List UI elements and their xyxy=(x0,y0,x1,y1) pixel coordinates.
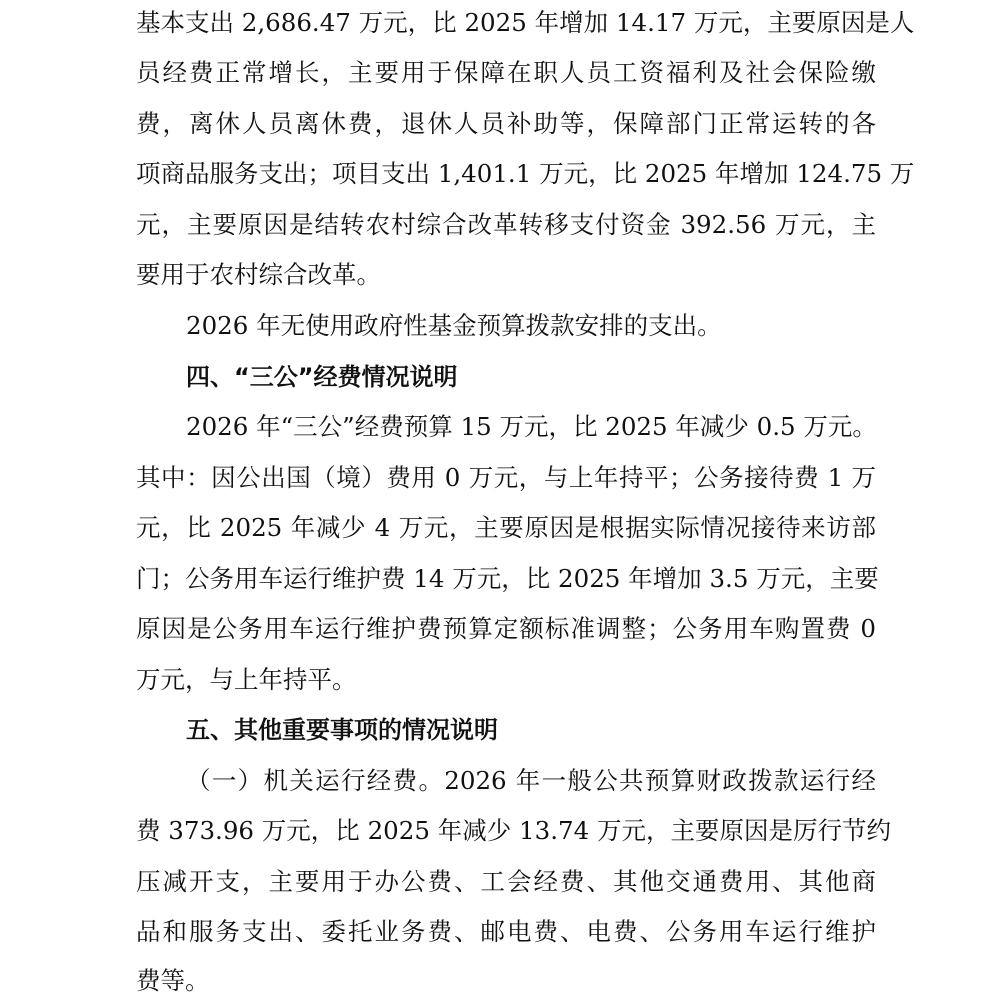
text-line: 费 373.96 万元，比 2025 年减少 13.74 万元，主要原因是厉行节约 xyxy=(136,816,891,845)
text-line: 压减开支，主要用于办公费、工会经费、其他交通费用、其他商 xyxy=(136,867,876,896)
text-line: 员经费正常增长，主要用于保障在职人员工资福利及社会保险缴 xyxy=(136,58,876,87)
section-heading: 四、“三公”经费情况说明 xyxy=(186,363,458,391)
text-line: 原因是公务用车运行维护费预算定额标准调整；公务用车购置费 0 xyxy=(136,614,876,643)
text-line: 要用于农村综合改革。 xyxy=(136,260,381,289)
text-line: 品和服务支出、委托业务费、邮电费、电费、公务用车运行维护 xyxy=(136,917,876,946)
text-line: 元，比 2025 年减少 4 万元，主要原因是根据实际情况接待来访部 xyxy=(136,513,876,542)
text-line: 其中：因公出国（境）费用 0 万元，与上年持平；公务接待费 1 万 xyxy=(136,463,876,492)
text-line: 费等。 xyxy=(136,966,210,995)
text-line: 项商品服务支出；项目支出 1,401.1 万元，比 2025 年增加 124.75 万 xyxy=(136,159,915,188)
text-line: （一）机关运行经费。2026 年一般公共预算财政拨款运行经 xyxy=(186,766,876,795)
text-line: 元，主要原因是结转农村综合改革转移支付资金 392.56 万元，主 xyxy=(136,210,876,239)
text-line: 万元，与上年持平。 xyxy=(136,665,357,694)
text-line: 2026 年无使用政府性基金预算拨款安排的支出。 xyxy=(186,311,722,340)
section-heading: 五、其他重要事项的情况说明 xyxy=(186,716,498,744)
text-line: 门；公务用车运行维护费 14 万元，比 2025 年增加 3.5 万元，主要 xyxy=(136,564,879,593)
text-line: 基本支出 2,686.47 万元，比 2025 年增加 14.17 万元，主要原因是人 xyxy=(136,8,915,37)
text-line: 2026 年“三公”经费预算 15 万元，比 2025 年减少 0.5 万元。 xyxy=(186,412,877,441)
text-line: 费，离休人员离休费，退休人员补助等，保障部门正常运转的各 xyxy=(136,109,876,138)
